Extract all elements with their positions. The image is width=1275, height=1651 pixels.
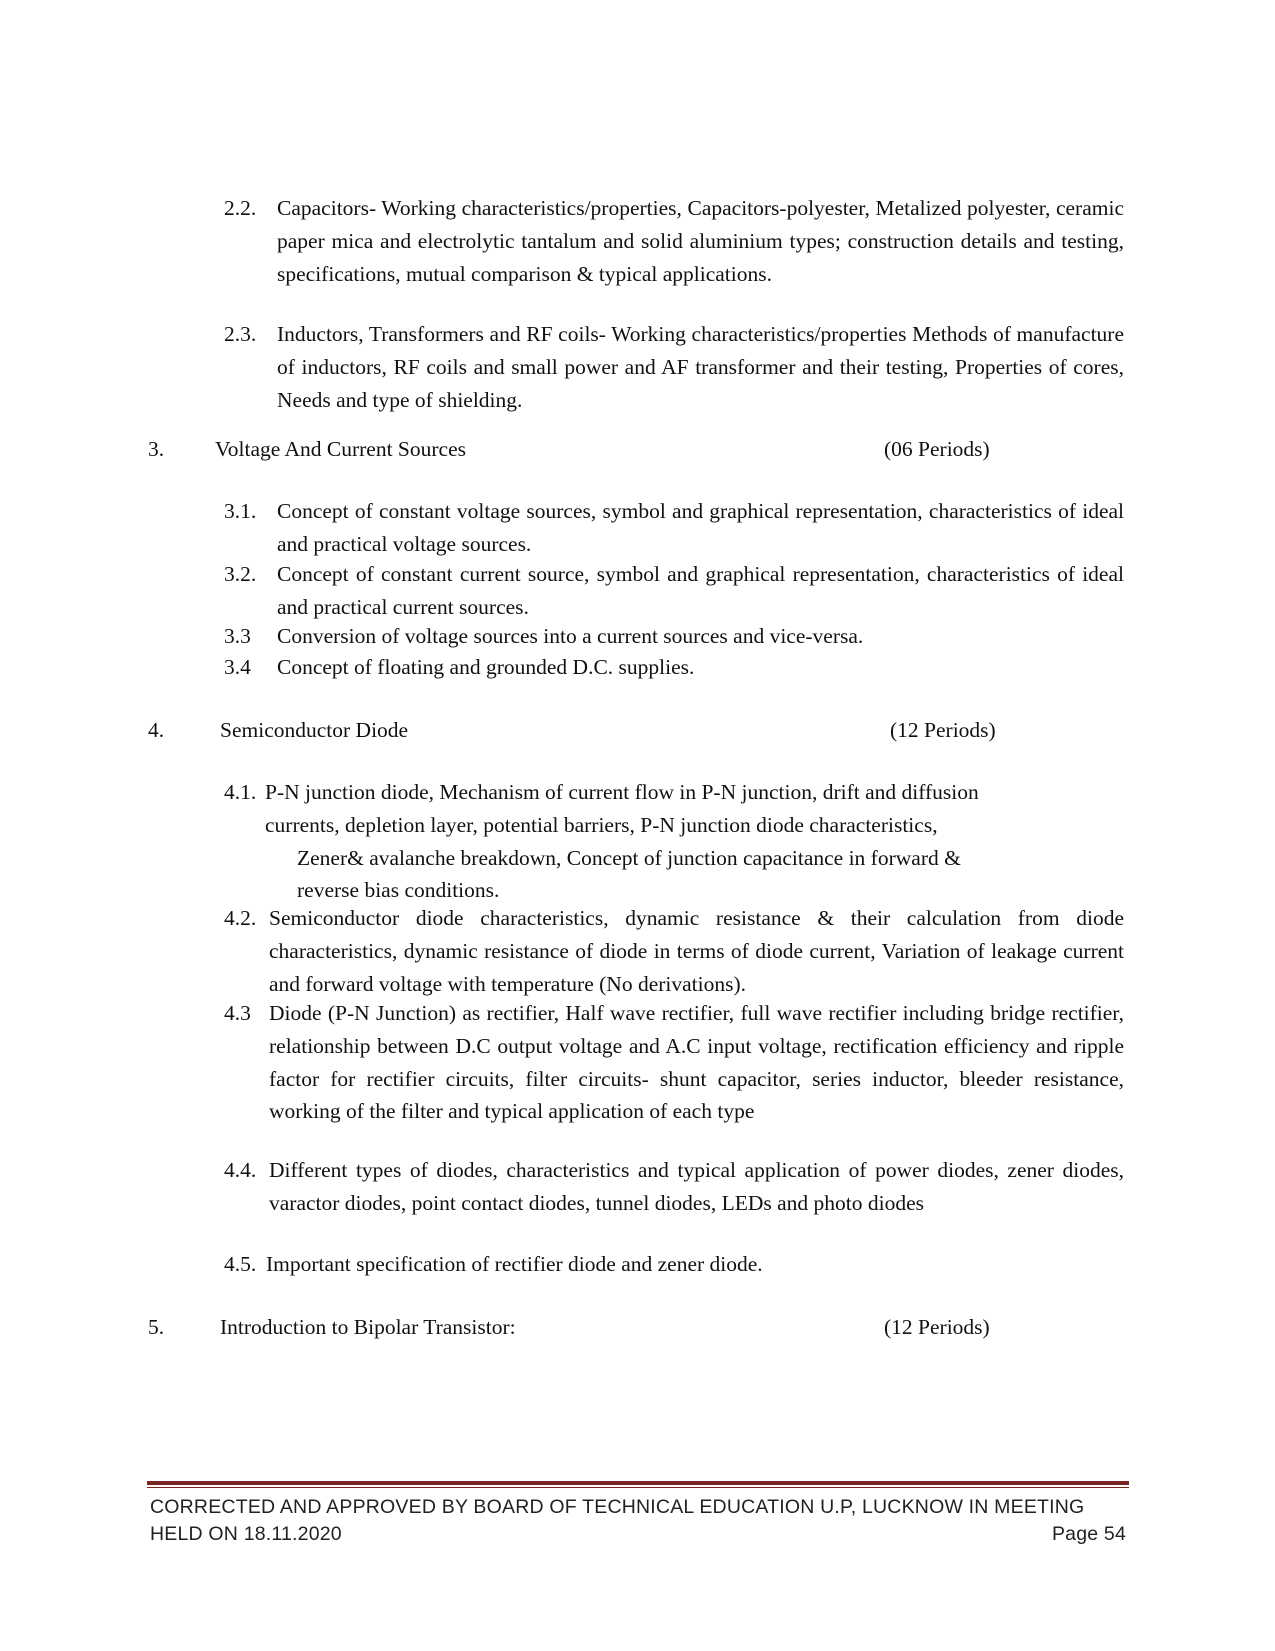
section-heading-3	[148, 432, 1028, 466]
section-number: 5.	[148, 1315, 165, 1339]
subtopic-text: Concept of floating and grounded D.C. supplies.	[277, 655, 695, 679]
footer-rule-thin	[147, 1487, 1129, 1488]
subtopic-line: Zener& avalanche breakdown, Concept of junction capacitance in forward &	[297, 845, 961, 870]
footer-rule-thick	[147, 1481, 1129, 1485]
subtopic-line: currents, depletion layer, potential barriers, P-N junction diode characteristics,	[265, 812, 938, 837]
subtopic-text: Diode (P-N Junction) as rectifier, Half wave rectifier, full wave rectifier including bridge rectifier, relationship between D.C output voltage and A.C input voltage, rectification efficiency and ripple factor for rectifier circuits, filter circuits- shunt capacitor, series inductor, bleeder resistance, working of the filter and typical application of each type	[269, 1001, 1124, 1124]
subtopic-text: Different types of diodes, characteristics and typical application of power diodes, zener diodes, varactor diodes, point contact diodes, tunnel diodes, LEDs and photo diodes	[269, 1158, 1124, 1215]
footer-row	[150, 1521, 1126, 1548]
subtopic-number: 4.4.	[224, 1158, 257, 1182]
subtopic-number: 3.1.	[224, 499, 257, 523]
section-number: 3.	[148, 437, 165, 461]
subtopic-number: 3.2.	[224, 562, 257, 586]
subtopic-text: Capacitors- Working characteristics/properties, Capacitors-polyester, Metalized polyester, ceramic paper mica and electrolytic tantalum and solid aluminium types; construction details and testing, specifications, mutual comparison & typical applications.	[277, 196, 1124, 286]
subtopic-number: 4.3	[224, 1001, 251, 1025]
footer-line: CORRECTED AND APPROVED BY BOARD OF TECHNICAL EDUCATION U.P, LUCKNOW IN MEETING	[150, 1496, 1085, 1518]
subtopic-number: 3.3	[224, 624, 251, 648]
subtopic-4-3	[224, 997, 1124, 1128]
page-footer	[150, 1494, 1126, 1548]
subtopic-number: 3.4	[224, 655, 251, 679]
section-periods: (12 Periods)	[884, 1315, 990, 1339]
section-heading-5	[148, 1310, 1028, 1344]
subtopic-text: Inductors, Transformers and RF coils- Working characteristics/properties Methods of manufacture of inductors, RF coils and small power and AF transformer and their testing, Properties of cores, Needs and type of shielding.	[277, 322, 1124, 412]
section-periods: (12 Periods)	[890, 718, 996, 742]
section-number: 4.	[148, 718, 165, 742]
subtopic-2-2	[224, 192, 1124, 290]
section-periods: (06 Periods)	[884, 437, 990, 461]
subtopic-4-5	[224, 1248, 1124, 1281]
subtopic-number: 4.1.	[224, 780, 257, 804]
subtopic-text: Conversion of voltage sources into a current sources and vice-versa.	[277, 624, 864, 648]
subtopic-4-2	[224, 902, 1124, 1000]
subtopic-text: Concept of constant voltage sources, symbol and graphical representation, characteristics of ideal and practical voltage sources.	[277, 499, 1124, 556]
subtopic-4-1	[224, 776, 1124, 907]
page-number: Page 54	[1051, 1523, 1126, 1545]
subtopic-number: 4.5.	[224, 1252, 257, 1276]
subtopic-4-4	[224, 1154, 1124, 1220]
subtopic-text: Concept of constant current source, symbol and graphical representation, characteristics of ideal and practical current sources.	[277, 562, 1124, 619]
subtopic-number: 2.2.	[224, 196, 257, 220]
section-title: Semiconductor Diode	[220, 718, 409, 742]
subtopic-line: P-N junction diode, Mechanism of current flow in P-N junction, drift and diffusion	[265, 780, 979, 804]
subtopic-3-4	[224, 651, 1124, 684]
subtopic-number: 2.3.	[224, 322, 257, 346]
section-title: Introduction to Bipolar Transistor:	[220, 1315, 516, 1339]
footer-meeting-date: HELD ON 18.11.2020	[150, 1523, 342, 1545]
subtopic-3-1	[224, 495, 1124, 561]
subtopic-3-3	[224, 620, 1124, 653]
section-heading-4	[148, 713, 1028, 747]
subtopic-number: 4.2.	[224, 906, 257, 930]
subtopic-3-2	[224, 558, 1124, 624]
section-title: Voltage And Current Sources	[215, 437, 466, 461]
subtopic-text: Important specification of rectifier diode and zener diode.	[266, 1252, 763, 1276]
subtopic-2-3	[224, 318, 1124, 416]
subtopic-text: Semiconductor diode characteristics, dynamic resistance & their calculation from diode characteristics, dynamic resistance of diode in terms of diode current, Variation of leakage current and forward voltage with temperature (No derivations).	[269, 906, 1124, 996]
subtopic-line: reverse bias conditions.	[297, 878, 500, 903]
